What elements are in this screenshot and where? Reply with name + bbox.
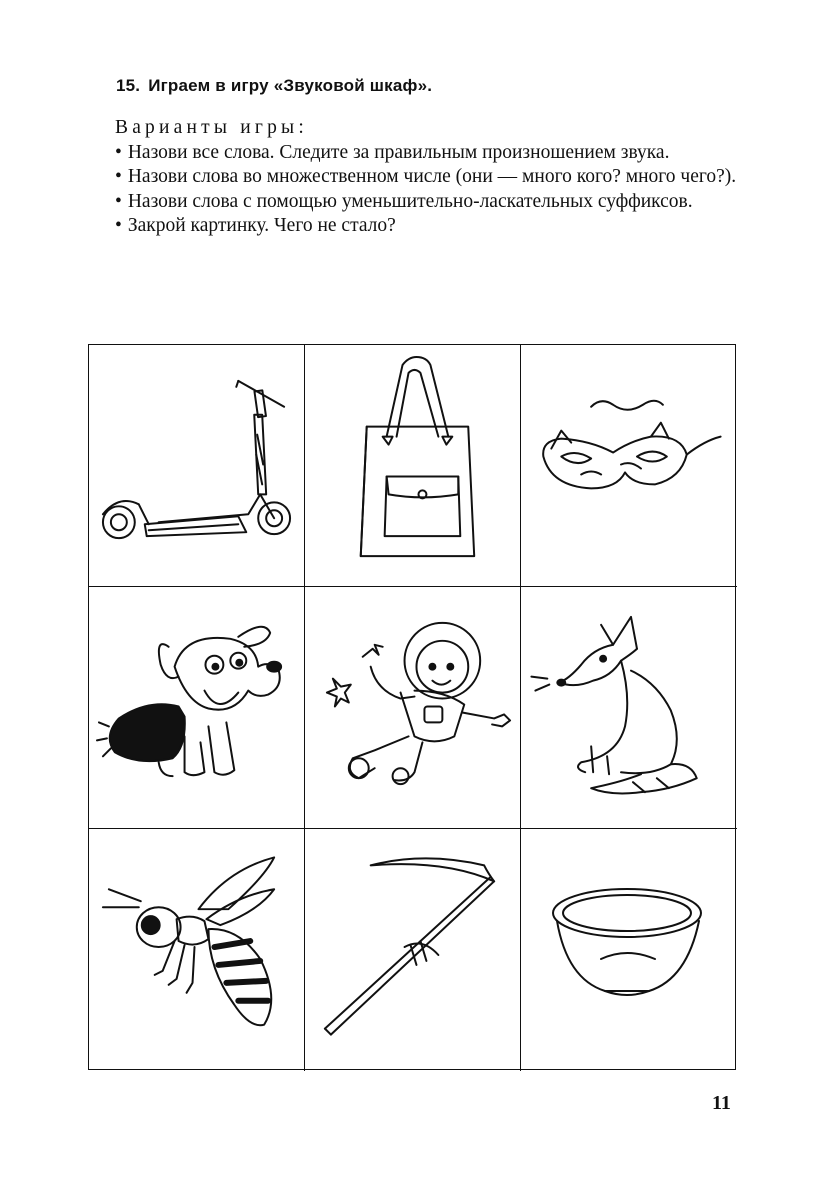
puppy-icon: [89, 587, 304, 828]
picture-cell-mask: [521, 345, 737, 587]
picture-cell-puppy: [89, 587, 305, 829]
page-number: 11: [712, 1092, 731, 1114]
picture-cell-scooter: [89, 345, 305, 587]
instructions: [88, 116, 740, 239]
cosmonaut-icon: [305, 587, 520, 828]
option-item: [88, 141, 740, 166]
bullet-icon: •: [115, 141, 122, 163]
scooter-icon: [89, 345, 304, 586]
wasp-icon: [89, 829, 304, 1071]
bullet-icon: •: [115, 215, 122, 236]
variants-heading: Варианты игры:: [115, 117, 308, 138]
picture-cell-bowl: [521, 829, 737, 1071]
bowl-icon: [521, 829, 737, 1071]
picture-grid: [88, 344, 736, 1070]
picture-cell-scythe: [305, 829, 521, 1071]
option-item: [88, 214, 740, 239]
mask-icon: [521, 345, 737, 586]
option-item: [88, 165, 740, 190]
option-text: Назови слова с помощью уменьшительно-ласкательных суффиксов.: [127, 190, 693, 212]
scythe-icon: [305, 829, 520, 1071]
picture-cell-fox: [521, 587, 737, 829]
fox-icon: [521, 587, 737, 828]
task-title: Играем в игру «Звуковой шкаф».: [148, 76, 433, 95]
picture-cell-cosmonaut: [305, 587, 521, 829]
bullet-icon: •: [115, 166, 122, 187]
option-item: [88, 190, 740, 215]
picture-cell-bag: [305, 345, 521, 587]
bullet-icon: •: [115, 190, 122, 212]
task-heading: [116, 76, 432, 96]
option-text: Закрой картинку. Чего не стало?: [127, 215, 396, 236]
bag-icon: [305, 345, 520, 586]
option-text: Назови все слова. Следите за правильным произношением звука.: [127, 141, 670, 163]
task-number: 15.: [116, 76, 141, 95]
picture-cell-wasp: [89, 829, 305, 1071]
option-text: Назови слова во множественном числе (они — много кого? много чего?).: [127, 166, 737, 187]
